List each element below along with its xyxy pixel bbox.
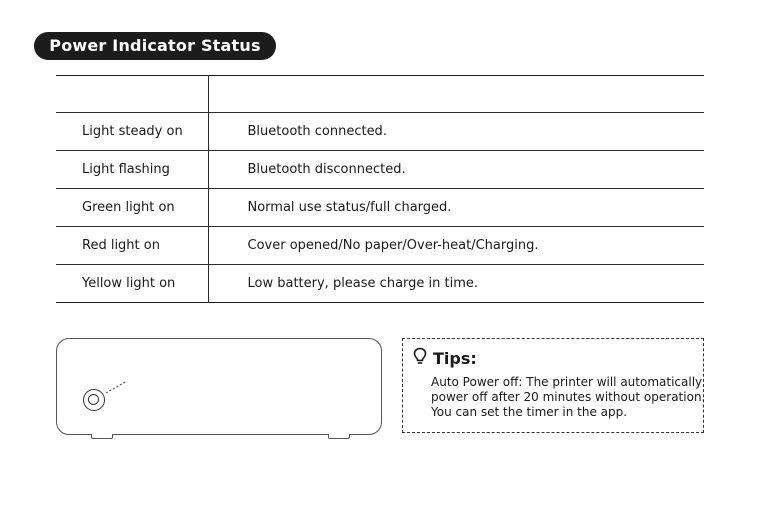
power-button-icon — [83, 389, 105, 411]
tips-box — [402, 338, 704, 433]
meaning-cell: Bluetooth disconnected. — [208, 151, 704, 189]
leader-line — [105, 379, 129, 395]
header-meaning-cell — [208, 76, 704, 113]
tips-body — [431, 375, 705, 420]
table-row — [56, 265, 704, 303]
table-row — [56, 227, 704, 265]
status-cell: Light flashing — [56, 151, 208, 189]
tips-title: Tips: — [433, 348, 477, 368]
meaning-cell: Normal use status/full charged. — [208, 189, 704, 227]
printer-illustration — [56, 338, 382, 435]
table-row — [56, 189, 704, 227]
power-button-inner-ring — [88, 394, 99, 405]
table-row — [56, 151, 704, 189]
table-header-row — [56, 76, 704, 113]
tips-line: You can set the timer in the app. — [431, 405, 628, 419]
status-cell: Red light on — [56, 227, 208, 265]
header-status-cell — [56, 76, 208, 113]
meaning-cell: Bluetooth connected. — [208, 113, 704, 151]
section-title: Power Indicator Status — [34, 32, 276, 60]
tips-header — [413, 347, 477, 369]
lightbulb-icon — [413, 347, 427, 369]
indicator-status-table — [56, 75, 704, 303]
meaning-cell: Cover opened/No paper/Over-heat/Charging. — [208, 227, 704, 265]
status-cell: Yellow light on — [56, 265, 208, 303]
tips-line: power off after 20 minutes without operation. — [431, 390, 706, 404]
tips-line: Auto Power off: The printer will automatically — [431, 375, 703, 389]
status-cell: Green light on — [56, 189, 208, 227]
printer-foot-left — [91, 434, 113, 439]
printer-foot-right — [328, 434, 350, 439]
status-cell: Light steady on — [56, 113, 208, 151]
table-row — [56, 113, 704, 151]
meaning-cell: Low battery, please charge in time. — [208, 265, 704, 303]
